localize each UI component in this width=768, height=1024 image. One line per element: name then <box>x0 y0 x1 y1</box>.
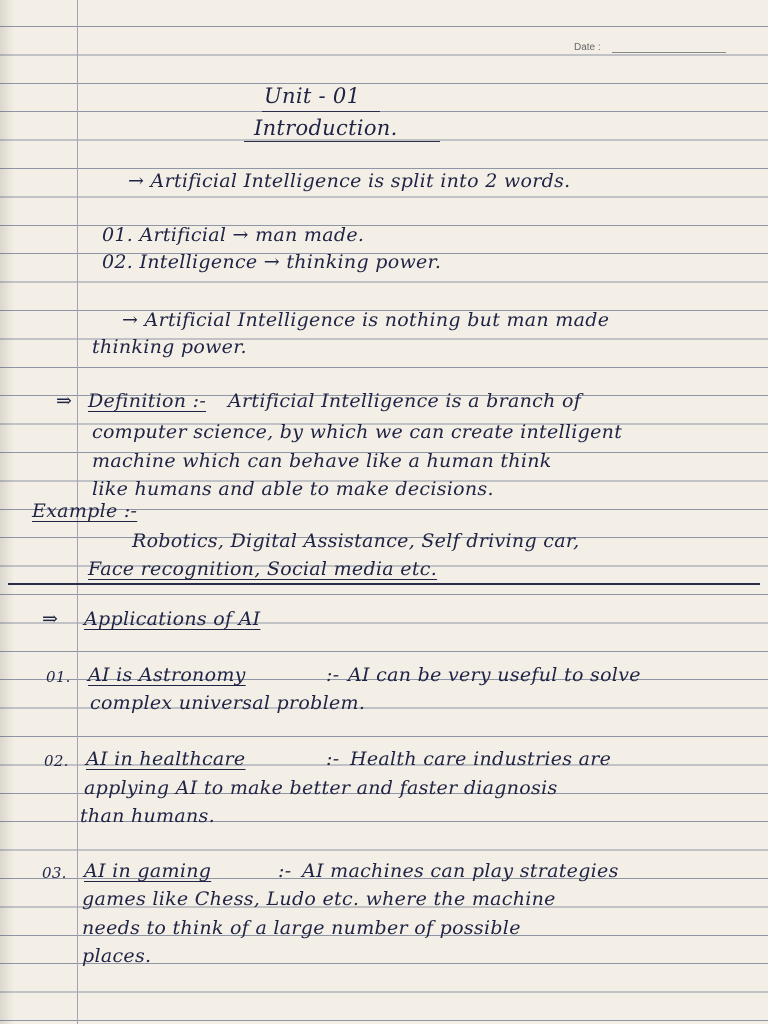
definition-arrow: ⇒ <box>56 390 73 412</box>
example-label: Example :- <box>32 500 138 522</box>
definition-line-1: Artificial Intelligence is a branch of <box>228 390 582 412</box>
date-label: Date : <box>574 42 601 53</box>
application-2-line-3: than humans. <box>80 805 215 827</box>
definition-line-2: computer science, by which we can create intelligent <box>92 421 623 443</box>
application-3-line-3: needs to think of a large number of possible <box>82 917 521 939</box>
application-title-3: AI in gaming <box>84 860 212 882</box>
applications-heading: Applications of AI <box>84 608 261 630</box>
application-sep-1: :- <box>326 664 340 686</box>
intro-item-1: 01. Artificial → man made. <box>102 224 365 246</box>
definition-line-4: like humans and able to make decisions. <box>92 478 494 500</box>
application-sep-2: :- <box>326 748 340 770</box>
application-sep-3: :- <box>278 860 292 882</box>
application-title-1: AI is Astronomy <box>88 664 246 686</box>
section-divider <box>8 583 760 585</box>
application-2-line-2: applying AI to make better and faster diagnosis <box>84 777 558 799</box>
definition-line-3: machine which can behave like a human think <box>92 450 552 472</box>
intro-line-2b: thinking power. <box>92 336 247 358</box>
application-number-2: 02. <box>44 752 69 770</box>
definition-label: Definition :- <box>88 390 207 412</box>
application-3-line-1: AI machines can play strategies <box>302 860 619 882</box>
application-3-line-2: games like Chess, Ludo etc. where the machine <box>82 888 556 910</box>
unit-title: Unit - 01 <box>264 84 361 108</box>
application-number-1: 01. <box>46 668 71 686</box>
example-line-1: Robotics, Digital Assistance, Self driving car, <box>132 530 580 552</box>
application-2-line-1: Health care industries are <box>350 748 612 770</box>
application-title-2: AI in healthcare <box>86 748 246 770</box>
application-3-line-4: places. <box>82 945 152 967</box>
application-1-line-2: complex universal problem. <box>90 692 366 714</box>
topic-underline <box>244 141 440 142</box>
intro-line-1: → Artificial Intelligence is split into 2 words. <box>128 170 571 192</box>
application-1-line-1: AI can be very useful to solve <box>348 664 641 686</box>
application-number-3: 03. <box>42 864 67 882</box>
applications-arrow: ⇒ <box>42 608 59 630</box>
example-line-2: Face recognition, Social media etc. <box>88 558 438 580</box>
date-rule <box>612 52 726 53</box>
unit-underline <box>262 111 380 112</box>
intro-line-2a: → Artificial Intelligence is nothing but man made <box>122 309 610 331</box>
intro-item-2: 02. Intelligence → thinking power. <box>102 251 442 273</box>
topic-title: Introduction. <box>254 116 398 140</box>
